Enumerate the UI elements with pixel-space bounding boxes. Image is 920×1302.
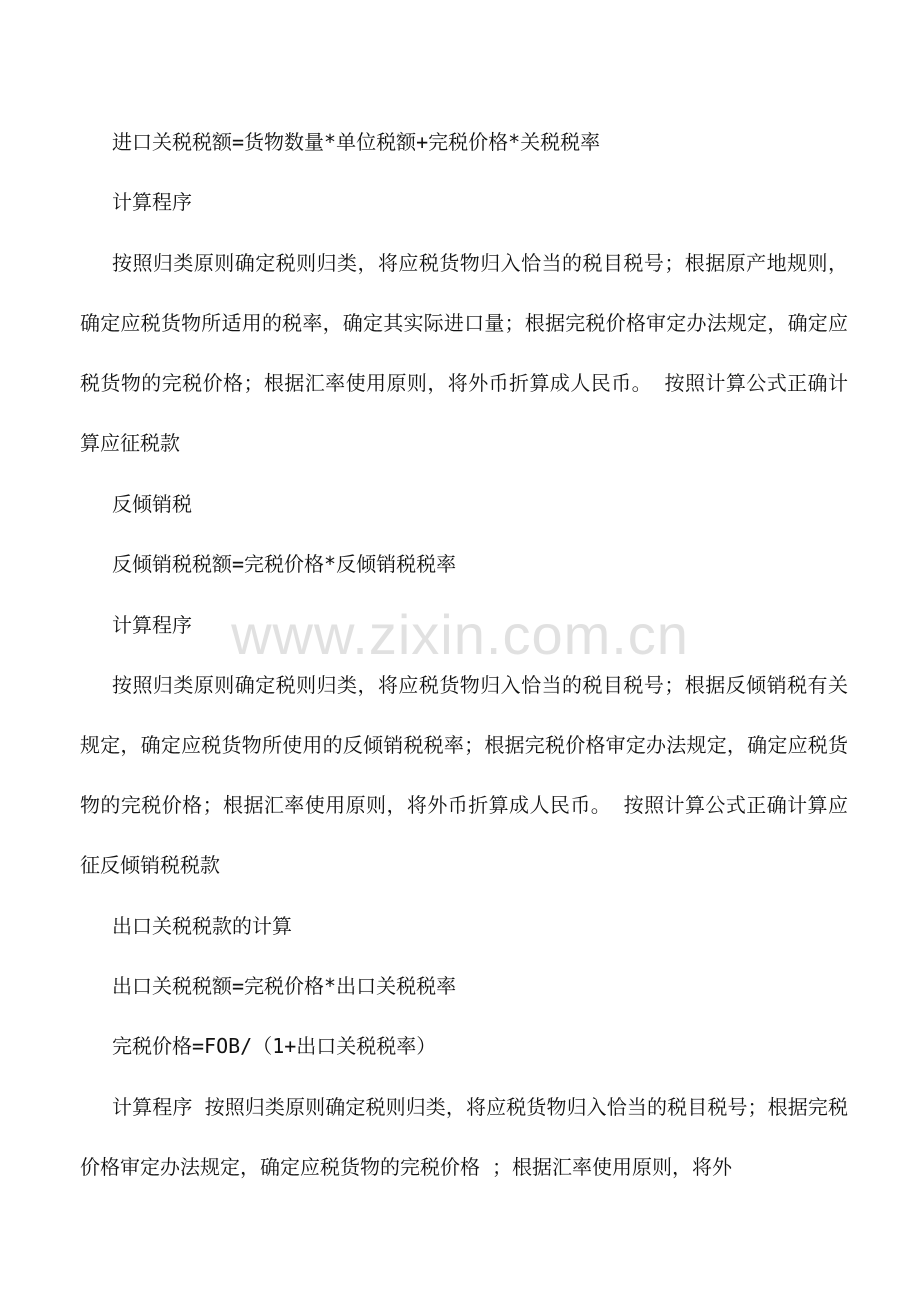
heading-calculation-procedure-2: 计算程序 [112,613,192,637]
paragraph-import-procedure: 按照归类原则确定税则归类，将应税货物归入恰当的税目税号；根据原产地规则，确定应税货物所适用的税率，确定其实际进口量；根据完税价格审定办法规定，确定应税货物的完税价格；根据汇率使用原则，将外币折算成人民币。 按照计算公式正确计算应征税款 [80,251,848,455]
heading-export-duty-calculation: 出口关税税款的计算 [112,914,292,938]
heading-calculation-procedure-1: 计算程序 [112,190,192,214]
formula-import-duty: 进口关税税额=货物数量*单位税额+完税价格*关税税率 [112,130,601,154]
formula-anti-dumping-duty: 反倾销税税额=完税价格*反倾销税税率 [112,552,457,576]
formula-dutiable-value: 完税价格=FOB/（1+出口关税税率） [112,1034,437,1058]
formula-export-duty: 出口关税税额=完税价格*出口关税税率 [112,974,457,998]
paragraph-anti-dumping-procedure: 按照归类原则确定税则归类，将应税货物归入恰当的税目税号；根据反倾销税有关规定，确定应税货物所使用的反倾销税税率；根据完税价格审定办法规定，确定应税货物的完税价格；根据汇率使用原则，将外币折算成人民币。 按照计算公式正确计算应征反倾销税税款 [80,673,848,877]
heading-anti-dumping-duty: 反倾销税 [112,492,192,516]
watermark: www.zixin.com.cn [231,603,689,666]
paragraph-export-procedure: 计算程序 按照归类原则确定税则归类，将应税货物归入恰当的税目税号；根据完税价格审定办法规定，确定应税货物的完税价格 ；根据汇率使用原则，将外 [80,1095,848,1179]
